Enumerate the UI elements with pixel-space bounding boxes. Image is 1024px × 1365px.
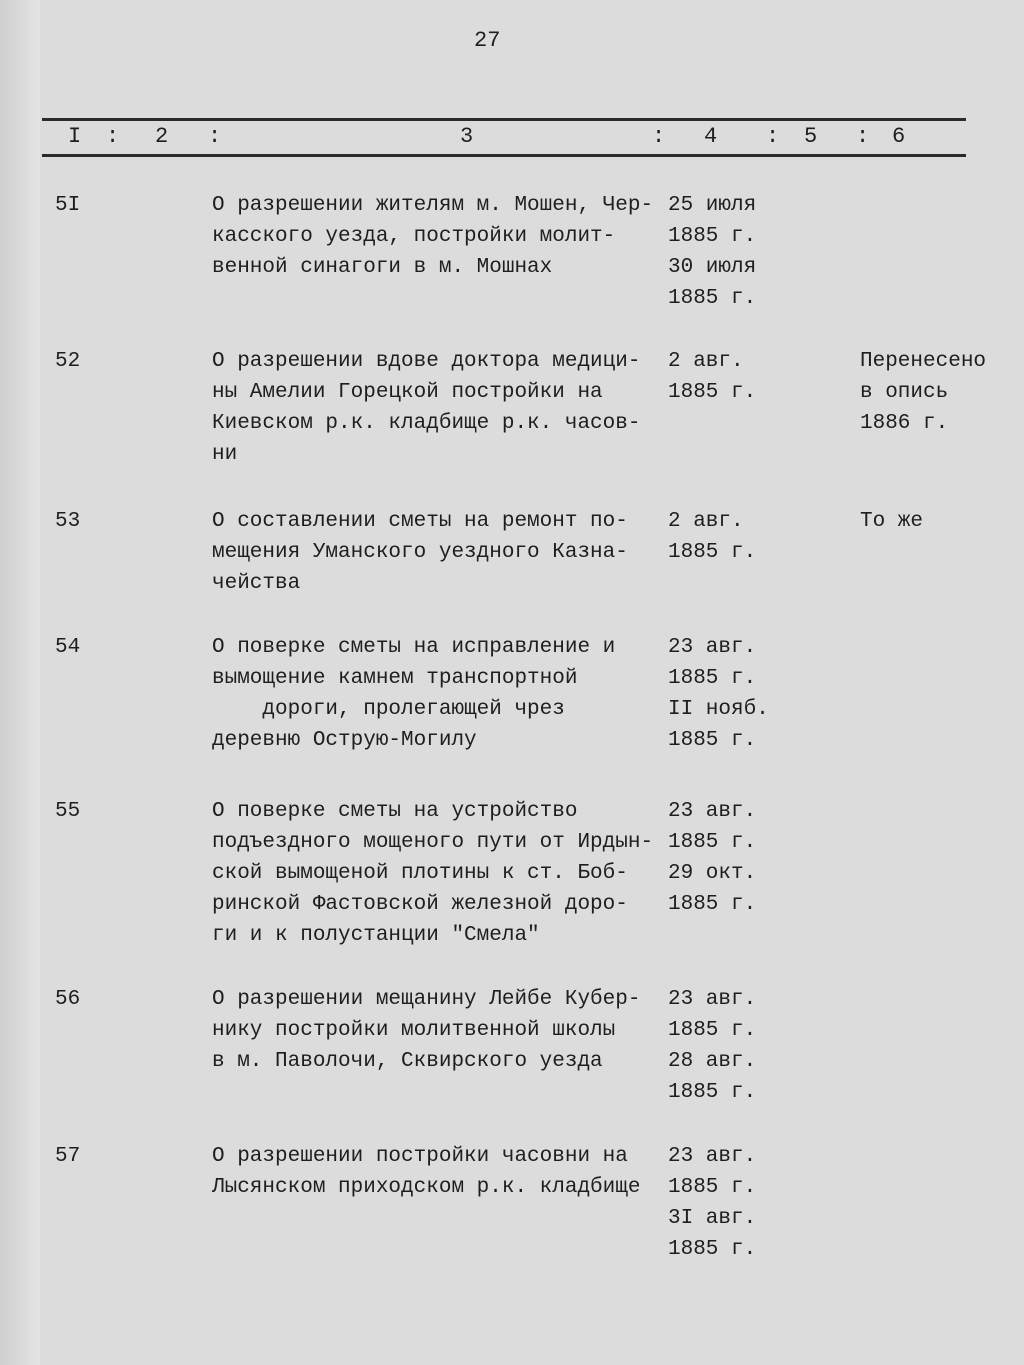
entry-description-line: О поверке сметы на устройство <box>212 800 578 823</box>
col-2-header: 2 <box>155 124 169 149</box>
entry-description-line: О разрешении жителям м. Мошен, Чер- <box>212 194 654 217</box>
entry-description-line: мещения Уманского уездного Казна- <box>212 541 628 564</box>
entry-number: 57 <box>55 1145 81 1168</box>
entry-description-line: О разрешении вдове доктора медици- <box>212 350 641 373</box>
entry-dates-line: 1885 г. <box>668 1019 757 1042</box>
entry-description-line: в м. Паволочи, Сквирского уезда <box>212 1050 603 1073</box>
entry-note-line: 1886 г. <box>860 412 949 435</box>
entry-note-line: То же <box>860 510 924 533</box>
col-6-header: 6 <box>892 124 906 149</box>
entry-description-line: ни <box>212 443 238 466</box>
entry-dates <box>668 796 756 920</box>
entry-description-line: Лысянском приходском р.к. кладбище <box>212 1176 641 1199</box>
entry-dates-line: II нояб. <box>668 698 769 721</box>
entry-dates-line: 1885 г. <box>668 1081 757 1104</box>
entry-description-line: ны Амелии Горецкой постройки на <box>212 381 603 404</box>
entry-dates-line: 25 июля <box>668 194 757 217</box>
entry-description <box>212 984 640 1077</box>
entry-dates-line: 2 авг. <box>668 350 744 373</box>
entry-note-line: в опись <box>860 381 949 404</box>
entry-description <box>212 346 640 470</box>
entry-dates-line: 1885 г. <box>668 893 757 916</box>
entry-description-line: ринской Фастовской железной доро- <box>212 893 628 916</box>
separator: : <box>766 124 780 149</box>
entry-dates-line: 1885 г. <box>668 1176 757 1199</box>
entry-description <box>212 632 615 756</box>
entry-description-line: касского уезда, постройки молит- <box>212 225 616 248</box>
entry-number: 55 <box>55 800 81 823</box>
entry-dates-line: 3I авг. <box>668 1207 757 1230</box>
entry-dates-line: 1885 г. <box>668 541 757 564</box>
header-top-rule <box>42 118 966 121</box>
entry-dates-line: 30 июля <box>668 256 757 279</box>
entry-note <box>860 506 923 537</box>
header-bottom-rule <box>42 154 966 157</box>
entry-description-line: Киевском р.к. кладбище р.к. часов- <box>212 412 641 435</box>
entry-dates-line: 29 окт. <box>668 862 757 885</box>
entry-description <box>212 506 628 599</box>
entry-dates-line: 1885 г. <box>668 729 757 752</box>
entry-dates-line: 23 авг. <box>668 1145 757 1168</box>
entry-description-line: О составлении сметы на ремонт по- <box>212 510 628 533</box>
entry-description-line: О разрешении мещанину Лейбе Кубер- <box>212 988 641 1011</box>
entry-number: 53 <box>55 510 81 533</box>
entry-description-line: ской вымощеной плотины к ст. Боб- <box>212 862 628 885</box>
entry-dates <box>668 190 756 314</box>
entry-description-line: ги и к полустанции "Смела" <box>212 924 540 947</box>
entry-description-line: дороги, пролегающей чрез <box>212 698 565 721</box>
col-1-header: I <box>68 124 82 149</box>
entry-description-line: нику постройки молитвенной школы <box>212 1019 616 1042</box>
entry-description-line: деревню Острую-Могилу <box>212 729 477 752</box>
col-3-header: 3 <box>460 124 474 149</box>
page-binding-edge <box>0 0 40 1365</box>
separator: : <box>208 124 222 149</box>
separator: : <box>106 124 120 149</box>
col-5-header: 5 <box>804 124 818 149</box>
entry-note-line: Перенесено <box>860 350 987 373</box>
entry-dates-line: 23 авг. <box>668 800 757 823</box>
entry-dates-line: 1885 г. <box>668 225 757 248</box>
entry-dates <box>668 346 756 408</box>
entry-number: 5I <box>55 194 81 217</box>
entry-dates <box>668 506 756 568</box>
separator: : <box>856 124 870 149</box>
entry-description-line: О поверке сметы на исправление и <box>212 636 616 659</box>
entry-dates-line: 2 авг. <box>668 510 744 533</box>
entry-dates-line: 23 авг. <box>668 636 757 659</box>
entry-dates-line: 1885 г. <box>668 1238 757 1261</box>
entry-dates <box>668 1141 756 1265</box>
entry-number: 56 <box>55 988 81 1011</box>
entry-description-line: чейства <box>212 572 301 595</box>
entry-description-line: О разрешении постройки часовни на <box>212 1145 628 1168</box>
entry-note <box>860 346 986 439</box>
page-number: 27 <box>474 28 501 53</box>
entry-dates-line: 1885 г. <box>668 831 757 854</box>
col-4-header: 4 <box>704 124 718 149</box>
entry-description-line: венной синагоги в м. Мошнах <box>212 256 553 279</box>
entry-dates-line: 1885 г. <box>668 287 757 310</box>
entry-number: 54 <box>55 636 81 659</box>
separator: : <box>652 124 666 149</box>
entry-description <box>212 796 653 951</box>
entry-description-line: подъездного мощеного пути от Ирдын- <box>212 831 654 854</box>
entry-dates <box>668 984 756 1108</box>
entry-dates <box>668 632 769 756</box>
entry-dates-line: 28 авг. <box>668 1050 757 1073</box>
entry-description <box>212 1141 640 1203</box>
entry-description <box>212 190 653 283</box>
entry-number: 52 <box>55 350 81 373</box>
entry-description-line: вымощение камнем транспортной <box>212 667 578 690</box>
entry-dates-line: 1885 г. <box>668 667 757 690</box>
entry-dates-line: 23 авг. <box>668 988 757 1011</box>
entry-dates-line: 1885 г. <box>668 381 757 404</box>
